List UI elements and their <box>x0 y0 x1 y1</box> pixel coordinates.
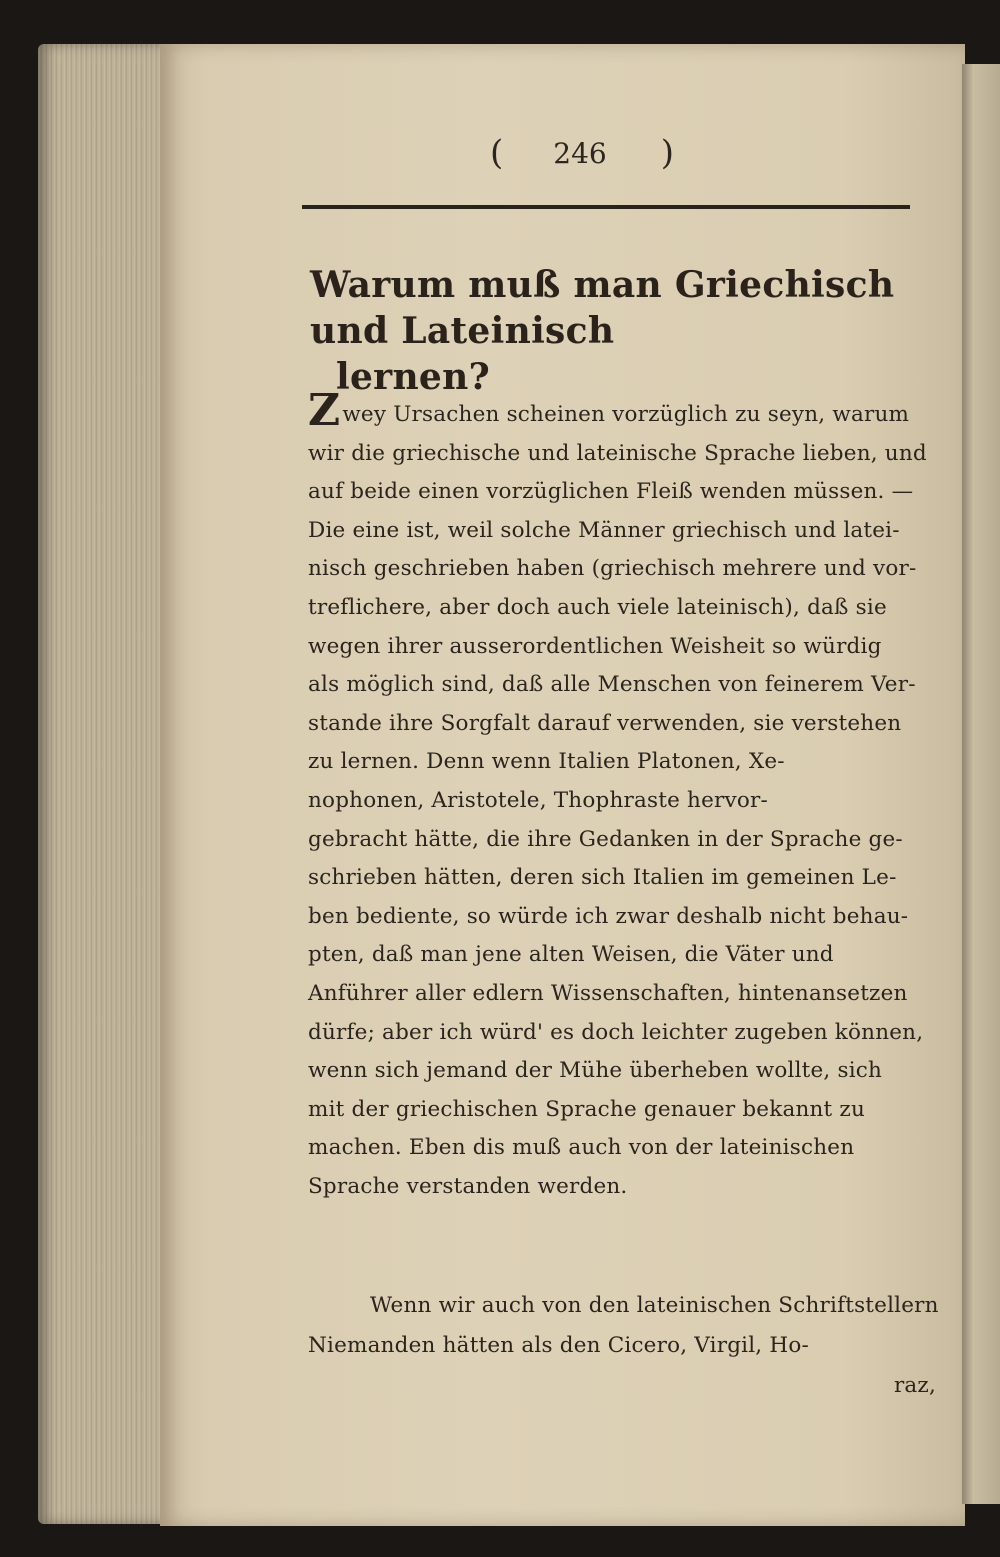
text-line: ben bediente, so würde ich zwar deshalb nicht behau- <box>308 903 909 929</box>
title-line-1: Warum muß man Griechisch und Lateinisch <box>310 264 895 352</box>
text-line: mit der griechischen Sprache genauer bekannt zu <box>308 1096 866 1122</box>
text-line: Sprache verstanden werden. <box>308 1173 628 1199</box>
text-line: nophonen, Aristotele, Thophraste hervor- <box>308 787 768 813</box>
title-line-2: lernen? <box>336 356 490 398</box>
text-line: Niemanden hätten als den Cicero, Virgil, Ho- <box>308 1333 809 1358</box>
text-line: als möglich sind, daß alle Menschen von feinerem Ver- <box>308 672 916 698</box>
text-line: machen. Eben dis muß auch von der lateinischen <box>308 1135 855 1161</box>
text-line: stande ihre Sorgfalt darauf verwenden, sie verstehen <box>308 710 902 736</box>
paragraph-2 <box>308 1286 938 1406</box>
text-line: nisch geschrieben haben (griechisch mehrere und vor- <box>308 556 917 582</box>
text-line: wir die griechische und lateinische Sprache lieben, und <box>308 440 927 466</box>
text-line: treflichere, aber doch auch viele lateinisch), daß sie <box>308 594 887 620</box>
text-line: auf beide einen vorzüglichen Fleiß wenden müssen. — <box>308 479 914 505</box>
header-open-paren: ( <box>490 133 504 173</box>
page-number: 246 <box>553 136 607 170</box>
text-line: pten, daß man jene alten Weisen, die Väter und <box>308 942 834 968</box>
paragraph-1 <box>308 385 928 1206</box>
running-header <box>490 128 750 178</box>
book-page-edges <box>38 44 168 1524</box>
text-line: dürfe; aber ich würd' es doch leichter zugeben können, <box>308 1019 924 1045</box>
text-line <box>308 385 928 436</box>
header-rule <box>302 205 910 209</box>
text-line: Anführer aller edlern Wissenschaften, hintenansetzen <box>308 980 908 1006</box>
section-title <box>310 262 930 400</box>
catchword: raz, <box>893 1373 936 1398</box>
text-line: schrieben hätten, deren sich Italien im gemeinen Le- <box>308 865 897 891</box>
header-close-paren: ) <box>660 133 674 173</box>
text-line-content: wey Ursachen scheinen vorzüglich zu seyn, warum <box>342 402 910 427</box>
text-line: gebracht hätte, die ihre Gedanken in der Sprache ge- <box>308 826 903 852</box>
text-line: wenn sich jemand der Mühe überheben wollte, sich <box>308 1058 883 1084</box>
text-line: zu lernen. Denn wenn Italien Platonen, Xe- <box>308 749 785 775</box>
text-line: Die eine ist, weil solche Männer griechisch und latei- <box>308 517 900 543</box>
text-line: wegen ihrer ausserordentlichen Weisheit so würdig <box>308 633 882 659</box>
drop-cap: Z <box>308 385 341 436</box>
facing-page-edge <box>962 64 1000 1504</box>
text-line: Wenn wir auch von den lateinischen Schriftstellern <box>370 1293 939 1318</box>
